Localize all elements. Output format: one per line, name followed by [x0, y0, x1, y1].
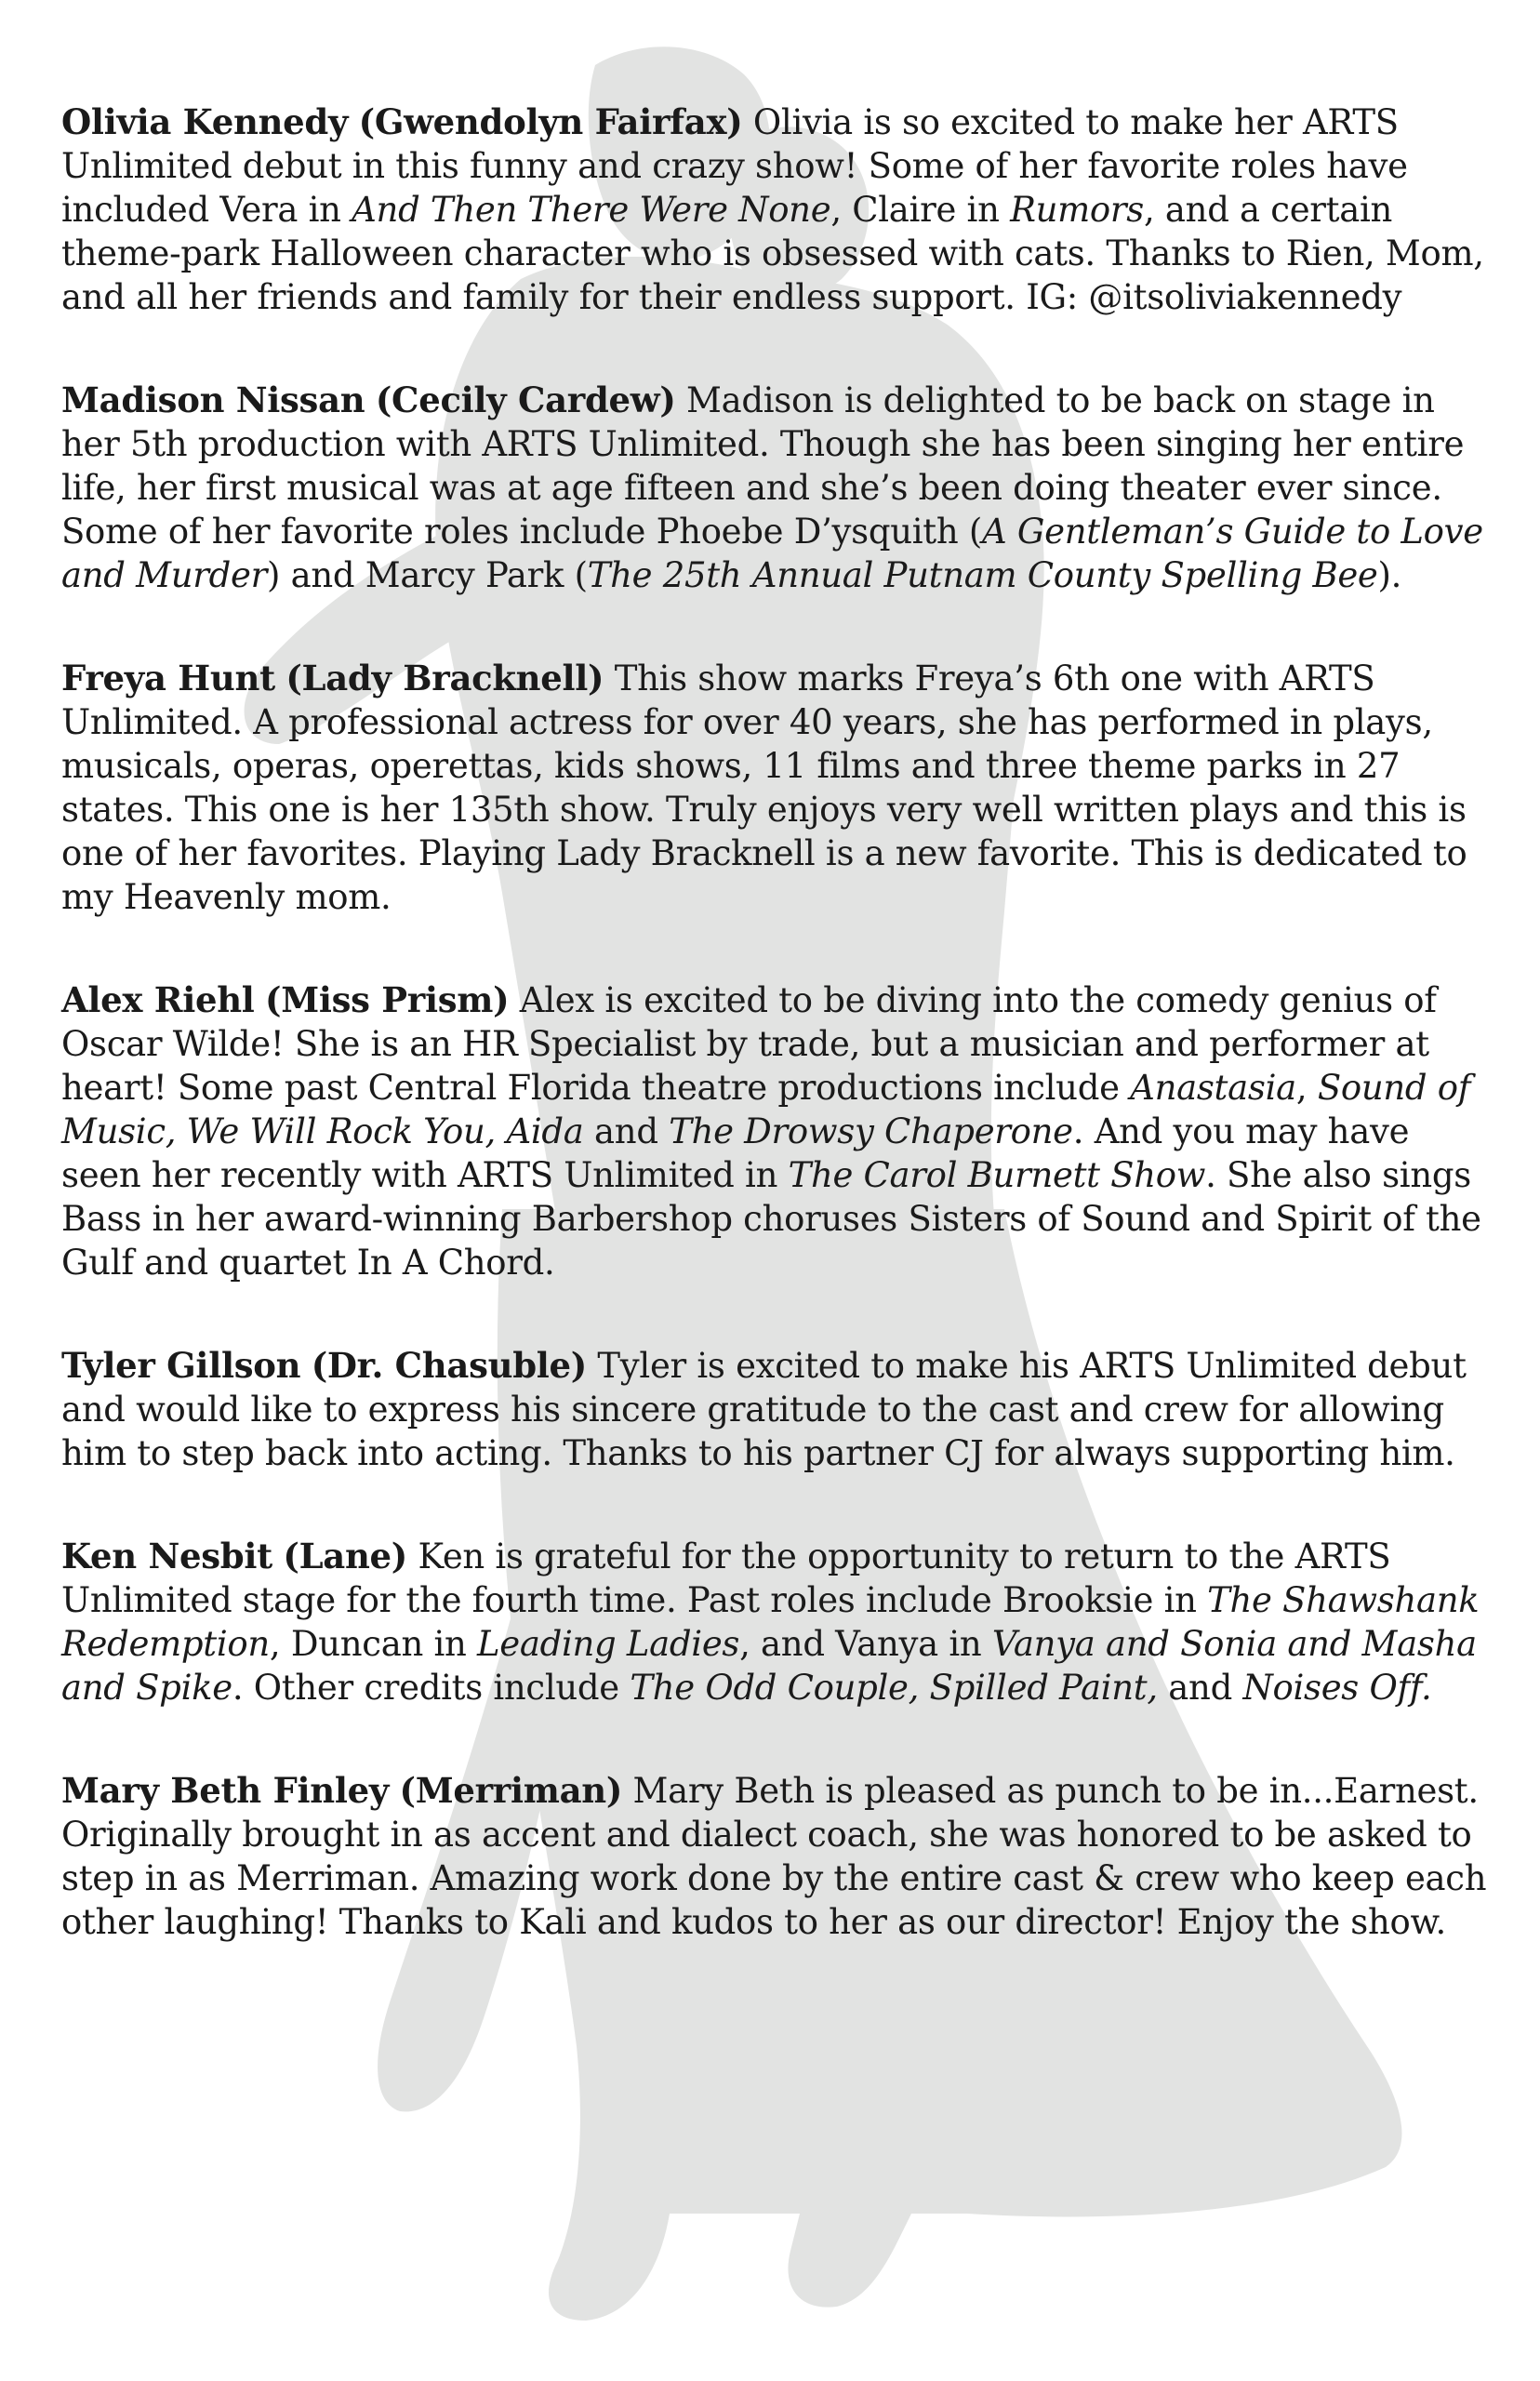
bio-name: Alex Riehl — [61, 979, 255, 1020]
bio-role: (Cecily Cardew) — [375, 379, 676, 420]
bio-text: , Claire in — [830, 190, 1011, 230]
bio-title: Noises Off. — [1242, 1668, 1432, 1708]
bio-text: Olivia is so excited to make her ARTS Unlimited debut in this funny and crazy show! Some of her favorite roles have included Vera in — [61, 102, 1408, 230]
bio-text: , and a certain theme-park Halloween character who is obsessed with cats. Thanks to Rien, Mom, and all her friends and family for their endless support. IG: @itsoliviakennedy — [61, 190, 1484, 317]
bio-olivia-kennedy — [61, 100, 1494, 319]
bio-title: Sound of Music, We Will Rock You, Aida — [61, 1068, 1471, 1151]
bio-freya-hunt — [61, 657, 1494, 919]
bio-title: The Carol Burnett Show — [788, 1155, 1206, 1195]
bio-title: The Drowsy Chaperone — [669, 1111, 1073, 1151]
bio-text: Mary Beth is pleased as punch to be in...Earnest. Originally brought in as accent and dialect coach, she was honored to be asked to step in as Merriman. Amazing work done by the entire cast & crew who keep each other laughing! Thanks to Kali and kudos to her as our director! Enjoy the show. — [61, 1771, 1487, 1942]
bio-text: Ken is grateful for the opportunity to return to the ARTS Unlimited stage for the fourth time. Past roles include Brooksie in — [61, 1536, 1391, 1620]
bio-title: Leading Ladies — [476, 1624, 740, 1664]
bio-text: , — [1295, 1068, 1318, 1108]
bio-name: Madison Nissan — [61, 379, 365, 420]
bio-title: A Gentleman’s Guide to Love and Murder — [61, 512, 1483, 595]
bio-role: (Miss Prism) — [265, 979, 510, 1020]
bio-mary-beth-finley — [61, 1769, 1494, 1944]
bio-text: ). — [1377, 555, 1402, 595]
bio-ken-nesbit — [61, 1535, 1494, 1709]
bio-text: This show marks Freya’s 6th one with ARTS Unlimited. A professional actress for over 40 years, she has performed in plays, musicals, operas, operettas, kids shows, 11 films and three theme parks in 27 states. This one is her 135th show. Truly enjoys very well written plays and this is one of her favorites. Playing Lady Bracknell is a new favorite. This is dedicated to my Heavenly mom. — [61, 658, 1467, 917]
bio-alex-riehl — [61, 978, 1494, 1284]
bio-text: . She also sings Bass in her award-winning Barbershop choruses Sisters of Sound and Spirit of the Gulf and quartet In A Chord. — [61, 1155, 1481, 1283]
bio-title: Anastasia — [1130, 1068, 1296, 1108]
bio-madison-nissan — [61, 379, 1494, 597]
bio-text: . And you may have seen her recently with ARTS Unlimited in — [61, 1111, 1410, 1195]
bio-name: Mary Beth Finley — [61, 1770, 390, 1811]
bio-title: Rumors — [1010, 190, 1144, 230]
bio-text: Alex is excited to be diving into the comedy genius of Oscar Wilde! She is an HR Specialist by trade, but a musician and performer at heart! Some past Central Florida theatre productions include — [61, 980, 1437, 1108]
bio-title: The Odd Couple, Spilled Paint, — [630, 1668, 1158, 1708]
bio-name: Ken Nesbit — [61, 1536, 272, 1576]
bio-text: and — [583, 1111, 670, 1151]
bio-text: Madison is delighted to be back on stage in her 5th production with ARTS Unlimited. Though she has been singing her entire life, her first musical was at age fifteen and she’s been doing theater ever since. Some of her favorite roles include Phoebe D’ysquith ( — [61, 380, 1465, 552]
bio-role: (Lady Bracknell) — [285, 658, 604, 698]
bio-role: (Merriman) — [399, 1770, 623, 1811]
bio-tyler-gillson — [61, 1344, 1494, 1475]
bio-title: The Shawshank Redemption — [61, 1580, 1480, 1664]
bio-title: Vanya and Sonia and Masha and Spike — [61, 1624, 1477, 1708]
bio-text: ) and Marcy Park ( — [267, 555, 588, 595]
bio-text: Tyler is excited to make his ARTS Unlimited debut and would like to express his sincere gratitude to the cast and crew for allowing him to step back into acting. Thanks to his partner CJ for always supporting him. — [61, 1346, 1467, 1473]
bio-text: , Duncan in — [269, 1624, 477, 1664]
bio-text: and — [1157, 1668, 1243, 1708]
cast-bios — [61, 100, 1494, 2003]
bio-name: Tyler Gillson — [61, 1345, 301, 1386]
bio-role: (Lane) — [283, 1536, 408, 1576]
bio-title: And Then There Were None — [352, 190, 831, 230]
bio-role: (Gwendolyn Fairfax) — [358, 101, 743, 142]
bio-name: Olivia Kennedy — [61, 101, 349, 142]
bio-text: . Other credits include — [232, 1668, 631, 1708]
bio-text: , and Vanya in — [739, 1624, 992, 1664]
bio-title: The 25th Annual Putnam County Spelling Bee — [587, 555, 1378, 595]
bio-role: (Dr. Chasuble) — [311, 1345, 587, 1386]
bio-name: Freya Hunt — [61, 658, 275, 698]
